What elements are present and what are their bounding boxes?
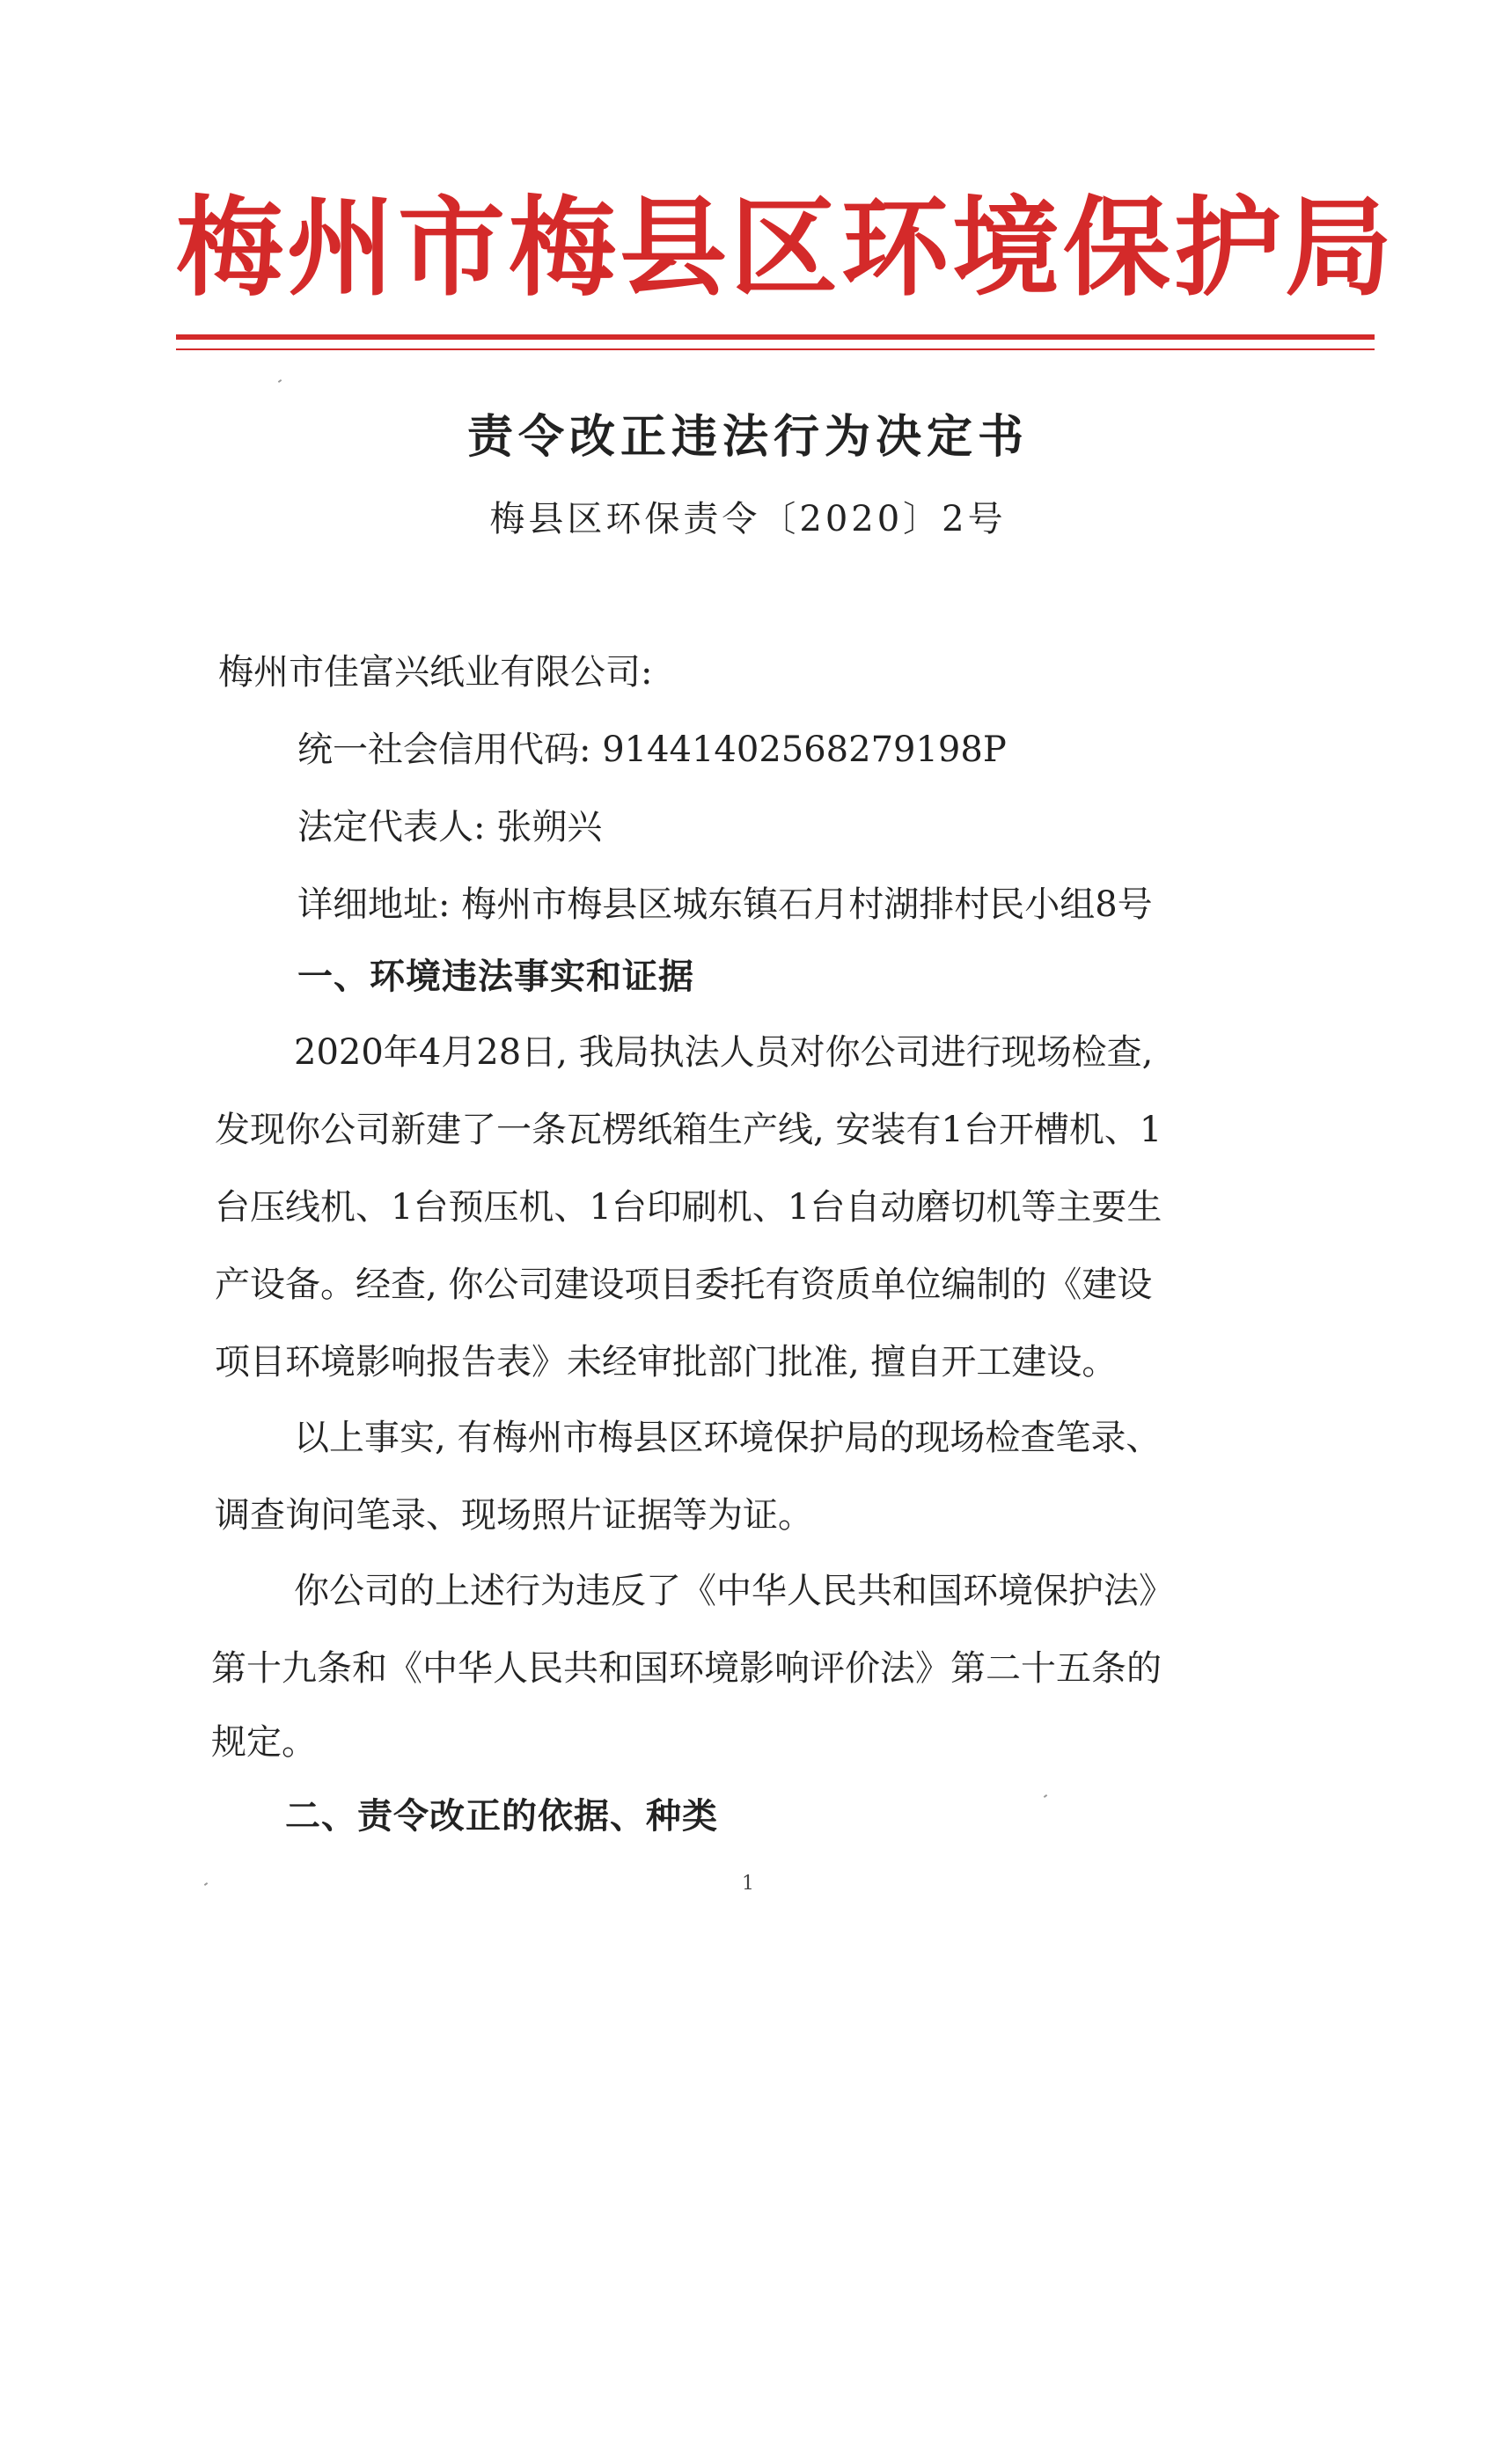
agency-letterhead: 梅州市梅县区环境保护局 xyxy=(176,186,1396,311)
page-number: 1 xyxy=(742,1873,754,1895)
paragraph-line: 以上事实, 有梅州市梅县区环境保护局的现场检查笔录、 xyxy=(294,1418,1162,1458)
paragraph-line: 发现你公司新建了一条瓦楞纸箱生产线, 安装有1台开槽机、1 xyxy=(215,1110,1162,1150)
address-line: 详细地址: 梅州市梅县区城东镇石月村湖排村民小组8号 xyxy=(297,884,1153,925)
paragraph-line: 2020年4月28日, 我局执法人员对你公司进行现场检查, xyxy=(294,1032,1154,1073)
document-title: 责令改正违法行为决定书 xyxy=(466,411,1029,464)
credit-code-line: 统一社会信用代码: 91441402568279198P xyxy=(297,730,1007,770)
letterhead-rule-thick xyxy=(176,334,1375,340)
paragraph-line: 产设备。经查, 你公司建设项目委托有资质单位编制的《建设 xyxy=(215,1265,1153,1305)
paragraph-line: 调查询问笔录、现场照片证据等为证。 xyxy=(215,1495,813,1536)
paragraph-line: 台压线机、1台预压机、1台印刷机、1台自动磨切机等主要生 xyxy=(215,1187,1162,1228)
legal-representative-line: 法定代表人: 张朔兴 xyxy=(297,807,603,847)
scan-speck xyxy=(278,379,282,383)
paragraph-line: 第十九条和《中华人民共和国环境影响评价法》第二十五条的 xyxy=(211,1648,1162,1689)
document-number: 梅县区环保责令〔2020〕2号 xyxy=(489,499,1007,539)
letterhead-rule-thin xyxy=(176,348,1375,350)
section-2-heading: 二、责令改正的依据、种类 xyxy=(285,1796,718,1837)
scan-speck xyxy=(1044,1794,1047,1798)
paragraph-line: 你公司的上述行为违反了《中华人民共和国环境保护法》 xyxy=(294,1571,1174,1611)
paragraph-line: 项目环境影响报告表》未经审批部门批准, 擅自开工建设。 xyxy=(215,1342,1118,1382)
section-1-heading: 一、环境违法事实和证据 xyxy=(297,957,694,997)
recipient-name: 梅州市佳富兴纸业有限公司: xyxy=(218,652,653,693)
paragraph-line: 规定。 xyxy=(211,1722,317,1763)
